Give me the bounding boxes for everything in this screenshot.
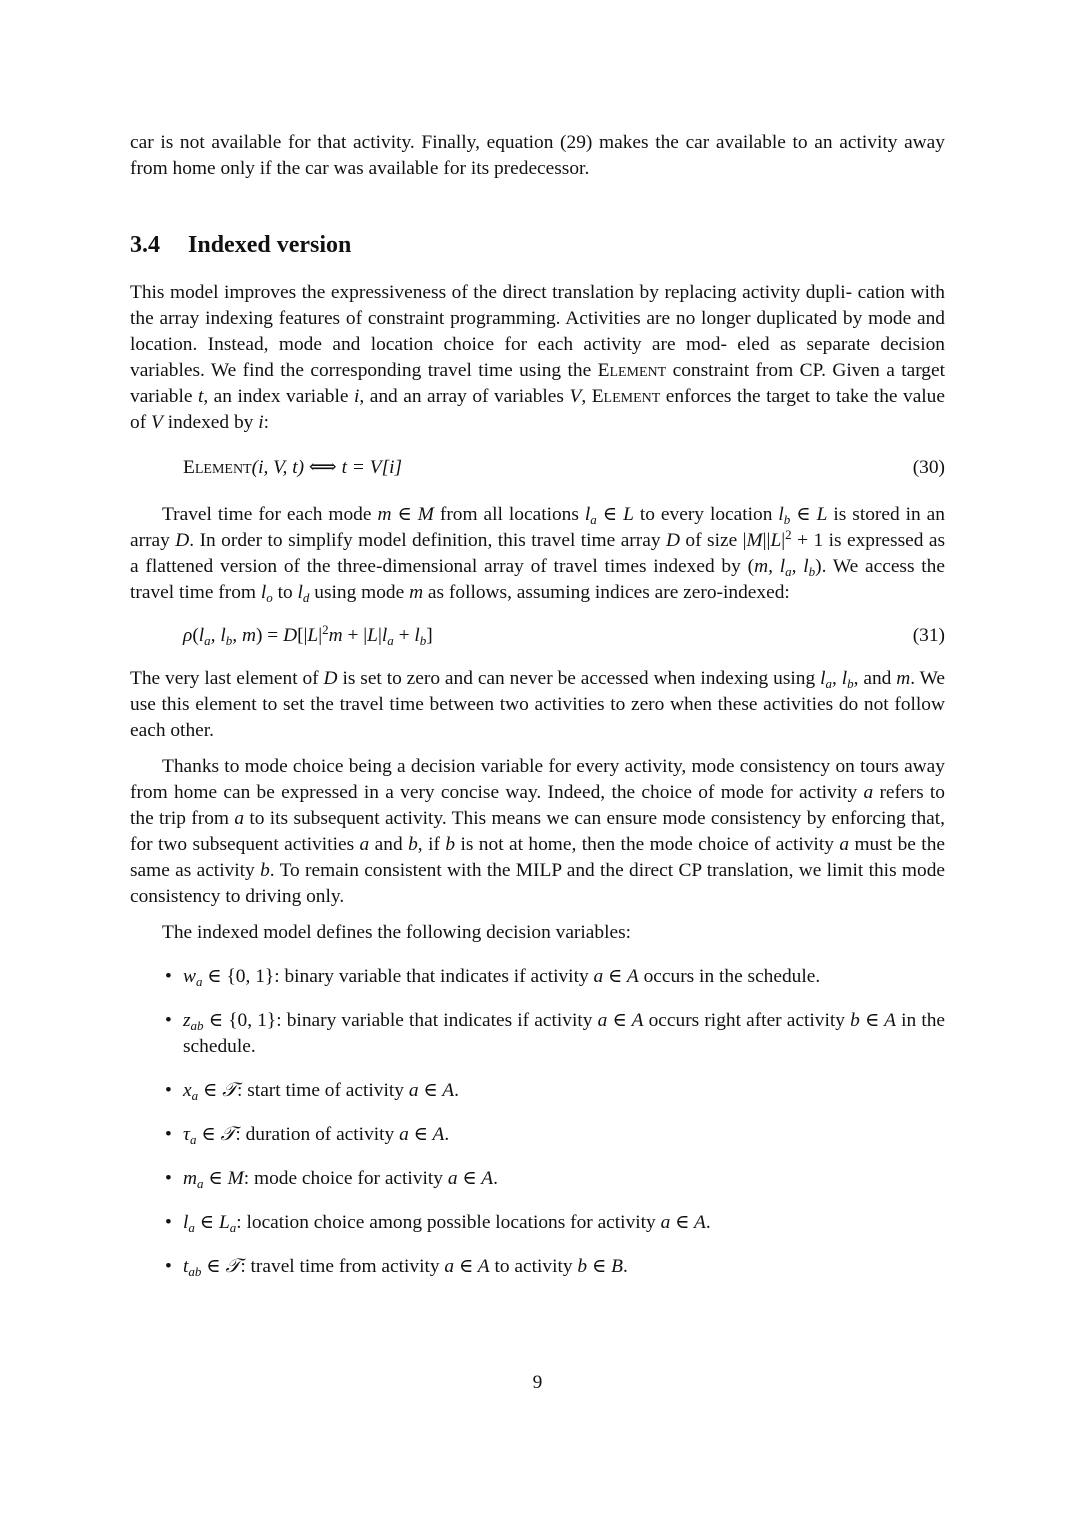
math-expr: $l_a$ ∈ L [584,504,634,527]
math-expr: a ∈ A [399,1124,445,1145]
text: : location choice among possible locations for activity [236,1212,661,1233]
text: . To remain consistent with the MILP and the direct CP translation, we limit this mode consistency to driving only. [130,860,945,907]
paragraph-decision-intro: The indexed model defines the following decision variables: [162,922,632,943]
text: : [263,412,269,433]
text: The very last element of [130,668,324,689]
math-expr: a ∈ A [593,966,639,987]
equation-body: $\rho(l_a$, $l_b$, $m) = D[|L|^2m + |L|l_a + l_b]$ [183,622,433,648]
text: : start time of activity [237,1080,409,1101]
element-keyword: Element [597,360,667,381]
text: : binary variable that indicates if activity [274,966,594,987]
bullet-icon: • [165,1256,172,1277]
math-expr: (m, $l_a$, $l_b$) [747,556,822,579]
bullet-icon: • [165,1080,172,1101]
math-expr: m ∈ M [377,504,434,525]
paragraph-indexed-intro [130,280,945,436]
equation-30 [130,454,945,482]
text: Travel time for each mode [162,504,378,525]
math-var: t [197,386,204,407]
text: . [623,1256,628,1277]
text: refers to the trip from [130,782,945,829]
text: as follows, assuming indices are zero-indexed: [423,582,790,603]
page-content [130,130,945,1280]
paragraph-travel-time [130,502,945,606]
math-expr: $l_o$ [260,582,273,605]
text: , and [853,668,897,689]
list-item [130,964,945,990]
text: , an index variable [203,386,354,407]
text: , and an array of variables [359,386,570,407]
math-var: a [359,834,370,855]
math-expr: $|M||L|^2 + 1$ [742,527,824,551]
iff-symbol: ⟺ [304,457,342,478]
math-expr: a ∈ A [597,1010,644,1031]
page-number: 9 [532,1372,543,1393]
math-var: a [234,808,245,829]
text: : duration of activity [235,1124,400,1145]
math-var: V [151,412,163,433]
text: : binary variable that indicates if activity [276,1010,598,1031]
list-item [130,1166,945,1192]
bullet-icon: • [165,966,172,987]
text: . [444,1124,450,1145]
math-expr: $l_d$ [297,582,310,605]
text: . We access the travel time from [130,556,945,603]
text: This model improves the expressiveness of the direct translation by replacing activity dupli- cation with the array indexing features of constraint programming. Activities are no longer duplicated by mode and location. Instead, mode and location choice for each activity are mod- eled as separate decision variables. We find the corresponding travel time using the [130,282,945,381]
text: indexed by [162,412,259,433]
section-number: 3.4 [130,232,160,258]
text: . In order to simplify model definition, this travel time array [189,530,666,551]
math-expr: $l_a$ [820,668,832,691]
text: is stored in an array [130,504,945,551]
math-expr: a ∈ A [447,1168,494,1189]
math-expr: b ∈ B [577,1256,624,1277]
equation-rhs: t = V[i] [341,457,403,478]
math-expr: $m_a$ ∈ M [183,1168,244,1191]
math-var: D [323,668,338,689]
equation-number: (30) [912,457,945,478]
paragraph-last-element [130,666,945,744]
list-item [130,1078,945,1104]
equation-31 [130,622,945,650]
text: and [369,834,409,855]
math-expr: $t_{ab}$ ∈ 𝒯 [183,1256,241,1279]
text: . We use this element to set the travel time between two activities to zero when these activities do not follow each other. [130,668,945,741]
section-title: Indexed version [188,232,352,258]
math-var: i [353,386,360,407]
math-var: D [665,530,680,551]
text: is expressed as a flattened version of the three-dimensional array of travel times indexed by [130,530,946,577]
text: to every location [633,504,779,525]
text: constraint from CP. Given a target variable [130,360,945,407]
math-expr: a ∈ A [444,1256,490,1277]
text: in the schedule. [183,1010,946,1057]
bullet-icon: • [165,1212,172,1233]
text: . [705,1212,711,1233]
math-expr: $z_{ab}$ ∈ {0, 1} [183,1010,277,1033]
math-expr: a ∈ A [408,1080,455,1101]
intro-paragraph: car is not available for that activity. Finally, equation (29) makes the car available to an activity away from home only if the car was available for its predecessor. [130,132,945,179]
text: . [454,1080,459,1101]
text: from all locations [433,504,585,525]
bullet-icon: • [165,1124,172,1145]
text: to its subsequent activity. This means we can ensure mode consistency by enforcing that, for two subsequent activities [130,808,946,855]
math-var: b [260,860,270,881]
math-var: a [839,834,850,855]
math-expr: a ∈ A [660,1212,706,1233]
text: is set to zero and can never be accessed when indexing using [337,668,821,689]
section-heading [130,230,945,260]
math-var: a [863,782,874,803]
math-expr: $\tau_a$ ∈ 𝒯 [183,1124,236,1147]
math-expr: $w_a$ ∈ {0, 1} [183,966,275,989]
math-var: V [569,386,582,407]
text: must be the same as activity [130,834,945,881]
paragraph-mode-consistency [130,754,945,910]
decision-variable-list [130,964,945,1280]
text: , [581,386,587,407]
math-var: D [175,530,190,551]
element-keyword: Element [183,457,252,478]
equation-args: (i, V, t) [251,457,305,478]
bullet-icon: • [165,1168,172,1189]
text: to activity [489,1256,578,1277]
list-item [130,1210,945,1236]
text: , [831,668,842,689]
element-keyword: Element [591,386,661,407]
text: occurs right after activity [643,1010,851,1031]
math-var: m [896,668,911,689]
text: : mode choice for activity [243,1168,448,1189]
text: of size [679,530,743,551]
math-var: m [409,582,424,603]
text: using mode [309,582,410,603]
math-expr: $l_a$ ∈ $L_a$ [183,1212,237,1235]
list-item [130,1008,945,1060]
text: to [272,582,298,603]
equation-body [183,454,402,482]
list-item [130,1122,945,1148]
text: enforces the target to take the value of [130,386,945,433]
math-expr: b ∈ A [850,1010,896,1031]
math-expr: $l_b$ [841,668,854,691]
text: . [493,1168,498,1189]
math-expr: $l_b$ ∈ L [778,504,828,527]
text: occurs in the schedule. [638,966,821,987]
bullet-icon: • [165,1010,172,1031]
text: : travel time from activity [240,1256,445,1277]
math-var: b [408,834,418,855]
text: Thanks to mode choice being a decision variable for every activity, mode consistency on tours away from home can be expressed in a very concise way. Indeed, the choice of mode for activity [130,756,945,803]
text: , if [417,834,446,855]
math-expr: $x_a$ ∈ 𝒯 [183,1080,238,1103]
math-var: b [445,834,456,855]
equation-number: (31) [912,625,945,646]
math-var: i [258,412,264,433]
list-item [130,1254,945,1280]
text: is not at home, then the mode choice of activity [455,834,840,855]
